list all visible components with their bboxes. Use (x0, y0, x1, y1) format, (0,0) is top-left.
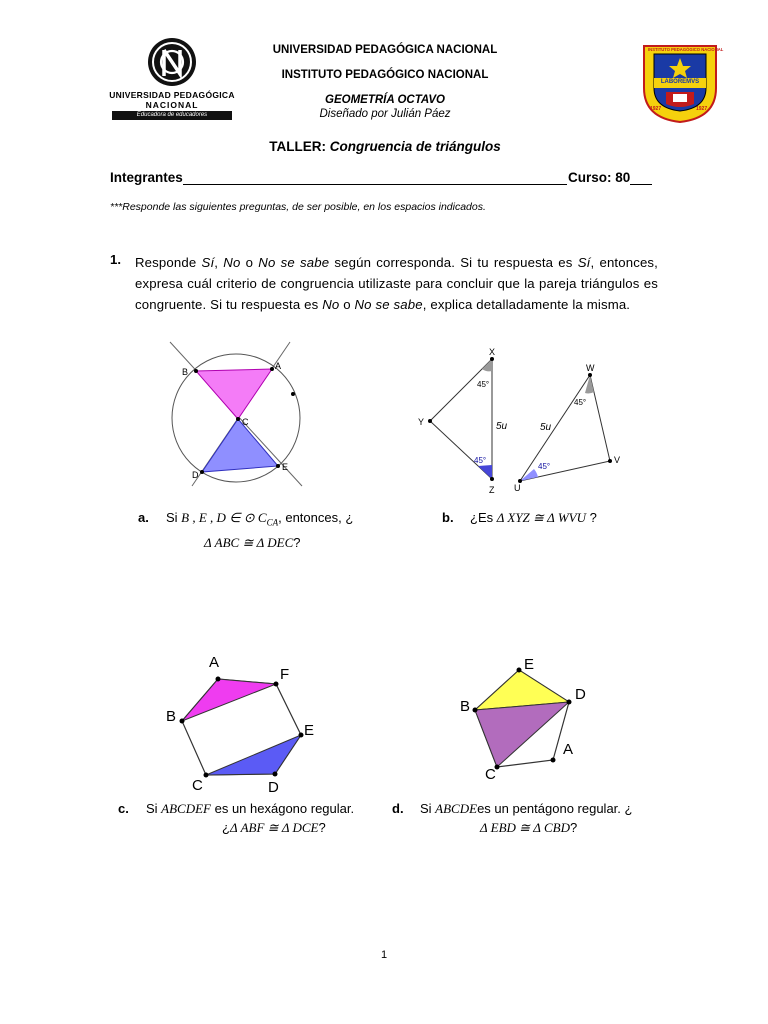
q-text-3: o (240, 255, 259, 270)
item-d-math-2: Δ EBD ≅ Δ CBD (480, 820, 570, 835)
q-no-2: No (322, 297, 340, 312)
item-b-label: b. (442, 510, 454, 525)
item-d-t1: Si (420, 801, 436, 816)
worksheet-title (200, 139, 570, 154)
question-text (135, 252, 658, 315)
students-blank-line[interactable] (183, 184, 567, 185)
item-b (442, 508, 662, 527)
fig-b-angle-z: 45° (474, 456, 487, 465)
figure-a-circle (162, 338, 312, 488)
figure-c-hexagon (160, 650, 330, 800)
fig-b-side-uw: 5u (540, 422, 552, 433)
fig-b-label-z: Z (489, 485, 495, 495)
item-a-t1: Si (166, 510, 182, 525)
question-number: 1. (110, 252, 121, 267)
header-institute: INSTITUTO PEDAGÓGICO NACIONAL (281, 69, 489, 81)
seal-top-text: INSTITUTO PEDAGÓGICO NACIONAL (648, 47, 724, 52)
fig-a-label-c: C (242, 417, 249, 427)
logo-tagline: Educadora de educadores (112, 111, 232, 120)
header-author: Diseñado por Julián Páez (319, 108, 451, 120)
triangle-abc (196, 369, 272, 419)
logo-name-line1: UNIVERSIDAD PEDAGÓGICA (109, 90, 235, 100)
item-d-t2: es un pentágono regular. ¿ (477, 801, 633, 816)
fig-d-label-b: B (460, 698, 471, 715)
students-label: Integrantes (110, 170, 183, 185)
item-b-t2: ? (585, 510, 597, 525)
item-d-label: d. (392, 801, 404, 816)
seal-motto: LABOREMVS (660, 79, 700, 85)
fig-d-label-e: E (524, 656, 535, 673)
triangle-dec (202, 419, 278, 472)
fig-c-label-b: B (166, 708, 177, 725)
fig-b-label-x: X (489, 347, 496, 357)
triangle-dce (206, 735, 301, 775)
item-a-t2: , entonces, ¿ (278, 510, 354, 525)
course-label: Curso: 80 (568, 170, 631, 185)
item-b-t1: ¿Es (470, 510, 497, 525)
item-a-math-1: B , E , D ∈ ⊙ C (181, 510, 267, 525)
institute-seal (640, 40, 724, 124)
triangle-wvu (520, 375, 610, 481)
fig-b-label-w: W (586, 363, 595, 373)
item-a-math-2: Δ ABC ≅ Δ DEC (204, 534, 294, 550)
fig-b-angle-u: 45° (538, 462, 551, 471)
fig-a-label-a: A (275, 361, 282, 371)
item-b-math: Δ XYZ ≅ Δ WVU (496, 510, 586, 525)
fig-a-label-d: D (192, 470, 199, 480)
fig-b-label-y: Y (418, 417, 425, 427)
logo-name-line2: NACIONAL (145, 100, 199, 110)
item-d (392, 799, 672, 837)
item-a-t3: ? (293, 534, 301, 550)
q-text-6: o (339, 297, 355, 312)
fig-a-label-e: E (282, 462, 289, 472)
fig-b-label-v: V (614, 455, 621, 465)
item-d-math-1: ABCDE (435, 801, 478, 816)
fig-b-label-u: U (514, 483, 521, 493)
fig-b-side-xz: 5u (496, 421, 508, 432)
item-a-label: a. (138, 510, 149, 525)
fig-d-label-c: C (485, 766, 496, 783)
title-prefix: TALLER: (269, 139, 326, 154)
seal-year-right: 1927 (696, 106, 708, 112)
item-c-math-1: ABCDEF (161, 801, 211, 816)
figure-d-pentagon (455, 652, 605, 787)
title-subject: Congruencia de triángulos (329, 139, 501, 154)
triangle-abf (182, 679, 276, 721)
item-c (118, 799, 388, 837)
q-si: Sí (201, 255, 215, 270)
instruction-text: ***Responde las siguientes preguntas, de ser posible, en los espacios indicados. (110, 201, 486, 213)
university-logo (108, 36, 236, 120)
q-text-1: Responde (135, 255, 202, 270)
item-c-t1: Si (146, 801, 162, 816)
fig-b-angle-x: 45° (477, 380, 490, 389)
q-nosabe-2: No se sabe (354, 297, 423, 312)
q-text-2: , (214, 255, 224, 270)
fig-a-label-b: B (182, 367, 189, 377)
fig-b-angle-w: 45° (574, 398, 587, 407)
item-c-t2: es un hexágono regular. (211, 801, 355, 816)
fig-c-label-f: F (280, 666, 290, 683)
q-no: No (223, 255, 241, 270)
item-c-t4: ? (318, 820, 326, 835)
page-number: 1 (380, 949, 388, 961)
fig-d-label-a: A (563, 741, 574, 758)
header-university: UNIVERSIDAD PEDAGÓGICA NACIONAL (272, 44, 498, 56)
course-blank-line[interactable] (630, 184, 652, 185)
fig-c-label-c: C (192, 777, 203, 794)
q-text-4: según corresponda. Si tu respuesta es (329, 255, 578, 270)
fig-d-label-d: D (575, 686, 586, 703)
q-text-7: , explica detalladamente la misma. (422, 297, 631, 312)
item-c-t3: ¿ (222, 820, 230, 835)
q-nosabe: No se sabe (258, 255, 330, 270)
triangle-cbd (475, 702, 569, 767)
fig-c-label-a: A (209, 654, 220, 671)
seal-year-left: 1927 (650, 106, 662, 112)
item-d-t3: ? (569, 820, 578, 835)
fig-c-label-d: D (268, 779, 279, 796)
item-a (138, 508, 368, 552)
q-si-2: Sí (577, 255, 591, 270)
figure-b-triangles (410, 345, 630, 495)
item-c-math-2: Δ ABF ≅ Δ DCE (229, 820, 319, 835)
header-course: GEOMETRÍA OCTAVO (325, 94, 445, 106)
item-c-label: c. (118, 801, 129, 816)
fig-c-label-e: E (304, 722, 315, 739)
item-a-sub: CA (266, 517, 279, 528)
q-text-5: , entonces, expresa cuál criterio de congruencia utilizaste para concluir que la pareja triángulos es congruente. Si tu respuesta es (135, 255, 658, 312)
